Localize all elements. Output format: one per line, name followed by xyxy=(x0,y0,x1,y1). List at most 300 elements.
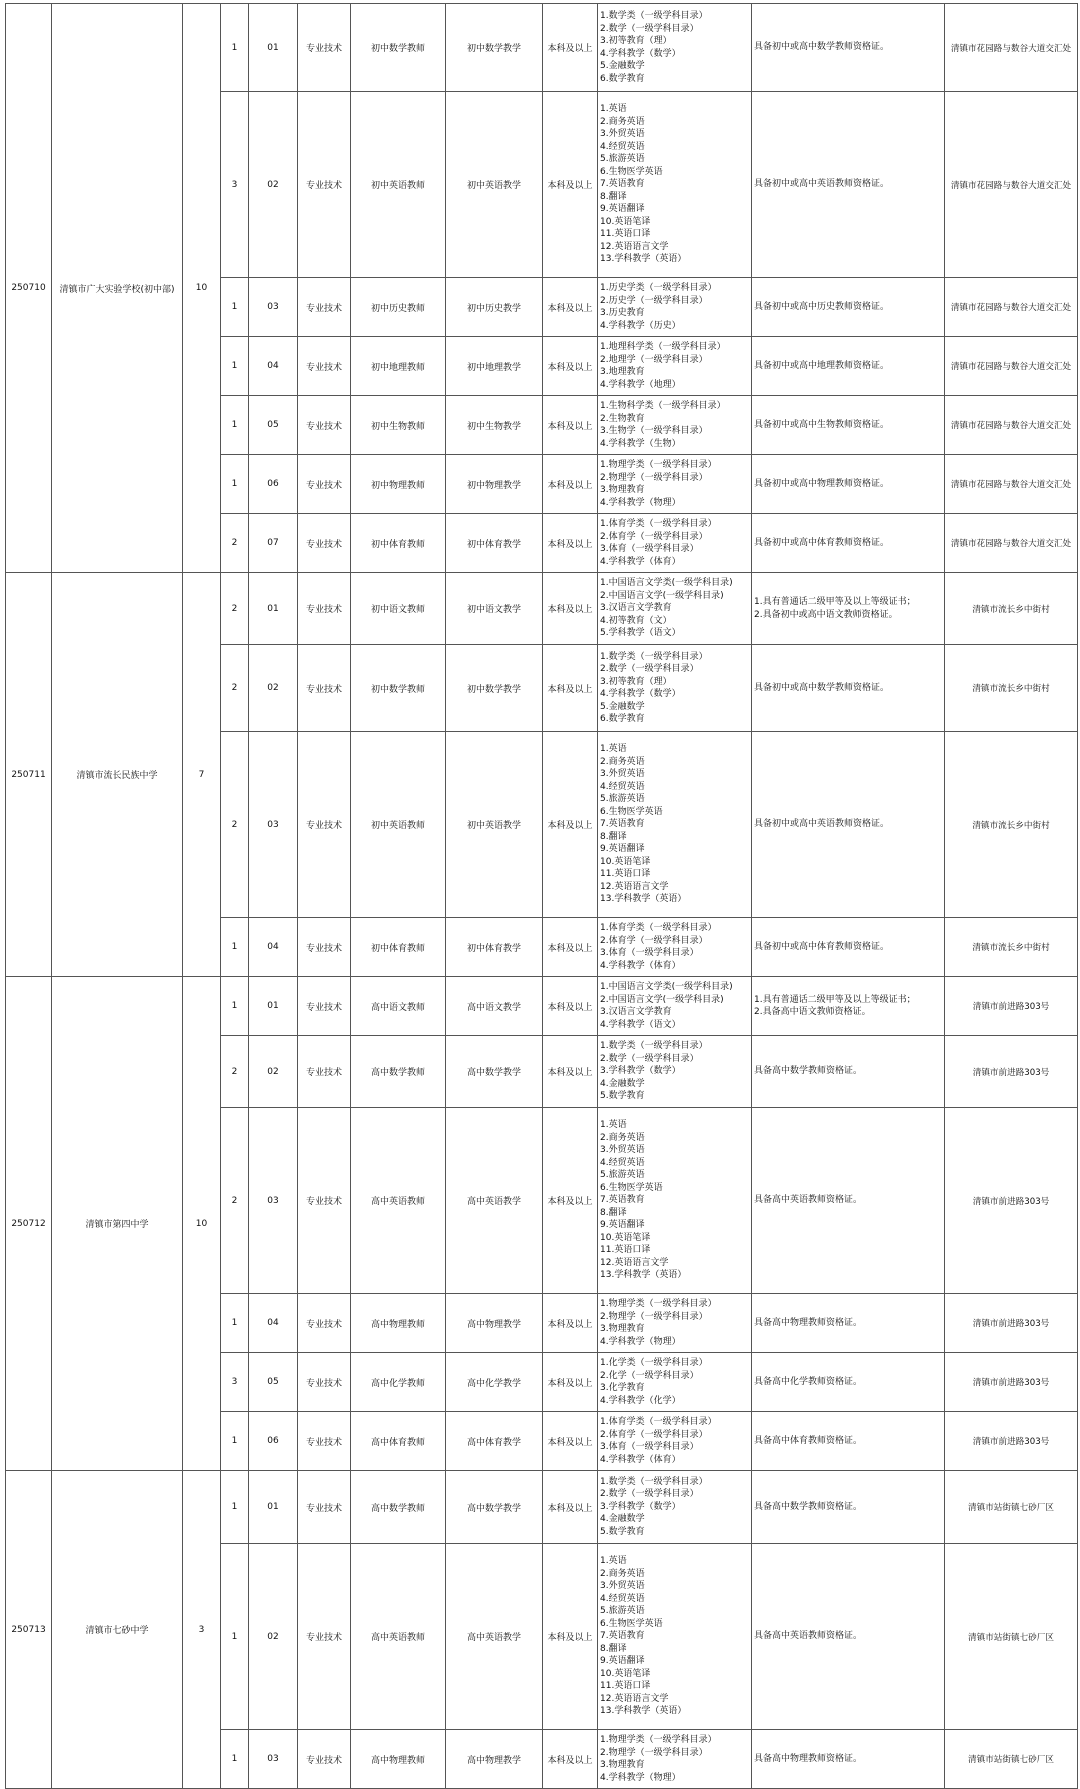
work-location: 清镇市流长乡中街村 xyxy=(945,918,1078,977)
recruit-count: 1 xyxy=(221,1471,249,1544)
recruit-count: 1 xyxy=(221,918,249,977)
work-location: 清镇市前进路303号 xyxy=(945,1108,1078,1294)
requirements xyxy=(752,977,945,1036)
post-code: 03 xyxy=(249,1108,298,1294)
majors-line: 3.汉语言文学教育 xyxy=(600,603,672,614)
unit-total: 10 xyxy=(183,4,221,573)
work-location: 清镇市流长乡中街村 xyxy=(945,732,1078,918)
majors-line: 4.学科教学（数学） xyxy=(600,689,681,699)
duty: 初中数学教学 xyxy=(446,645,543,732)
work-location: 清镇市前进路303号 xyxy=(945,977,1078,1036)
requirements xyxy=(752,918,945,977)
education: 本科及以上 xyxy=(543,645,598,732)
post-code: 02 xyxy=(249,1544,298,1730)
majors-line: 1.体育学类（一级学科目录） xyxy=(600,519,717,529)
majors-line: 5.数学教育 xyxy=(600,1091,645,1102)
recruit-count: 1 xyxy=(221,396,249,455)
requirements xyxy=(752,92,945,278)
requirements-line: 2.具备高中语文教师资格证。 xyxy=(754,1007,871,1017)
position-name: 高中英语教师 xyxy=(351,1108,446,1294)
post-category: 专业技术 xyxy=(298,278,351,337)
majors-line: 2.体育学（一级学科目录） xyxy=(600,1429,708,1440)
majors-line: 11.英语口译 xyxy=(600,229,651,240)
majors-line: 1.数学类（一级学科目录） xyxy=(600,11,708,21)
majors-line: 4.学科教学（物理） xyxy=(600,1336,681,1347)
requirements xyxy=(752,645,945,732)
majors-line: 6.生物医学英语 xyxy=(600,1618,663,1629)
work-location: 清镇市站街镇七砂厂区 xyxy=(945,1544,1078,1730)
duty: 初中体育教学 xyxy=(446,918,543,977)
majors-line: 4.初等教育（文） xyxy=(600,615,672,626)
table-row xyxy=(6,1471,1078,1544)
requirements-line: 具备初中或高中体育教师资格证。 xyxy=(754,537,890,548)
majors-line: 5.旅游英语 xyxy=(600,1606,645,1617)
post-category: 专业技术 xyxy=(298,573,351,645)
majors-line: 2.商务英语 xyxy=(600,1568,645,1579)
requirements xyxy=(752,1036,945,1108)
majors-line: 1.体育学类（一级学科目录） xyxy=(600,1417,717,1427)
position-name: 高中物理教师 xyxy=(351,1730,446,1789)
requirements-line: 具备高中物理教师资格证。 xyxy=(754,1317,863,1328)
post-code: 04 xyxy=(249,1294,298,1353)
requirements-line: 1.具有普通话二级甲等及以上等级证书； xyxy=(754,994,916,1005)
recruitment-table xyxy=(5,3,1078,1789)
post-code: 05 xyxy=(249,1353,298,1412)
duty: 初中生物教学 xyxy=(446,396,543,455)
majors-line: 5.旅游英语 xyxy=(600,154,645,165)
recruit-count: 1 xyxy=(221,278,249,337)
requirements-line: 具备高中英语教师资格证。 xyxy=(754,1195,863,1206)
majors-line: 4.学科教学（体育） xyxy=(600,556,681,567)
majors-line: 10.英语笔译 xyxy=(600,1668,651,1679)
majors xyxy=(598,92,752,278)
majors-line: 2.化学（一级学科目录） xyxy=(600,1370,699,1381)
post-code: 07 xyxy=(249,514,298,573)
education: 本科及以上 xyxy=(543,1412,598,1471)
majors-line: 3.学科教学（数学） xyxy=(600,1066,681,1077)
post-code: 02 xyxy=(249,645,298,732)
majors-line: 2.数学（一级学科目录） xyxy=(600,23,699,34)
unit-total: 10 xyxy=(183,977,221,1471)
post-category: 专业技术 xyxy=(298,1108,351,1294)
majors-line: 7.英语教育 xyxy=(600,819,645,830)
majors-line: 3.体育（一级学科目录） xyxy=(600,544,699,554)
recruit-count: 1 xyxy=(221,1730,249,1789)
majors-line: 2.中国语言文学(一级学科目录) xyxy=(600,994,724,1005)
majors-line: 7.英语教育 xyxy=(600,1195,645,1206)
majors-line: 1.物理学类（一级学科目录） xyxy=(600,1299,717,1309)
post-category: 专业技术 xyxy=(298,337,351,396)
duty: 初中英语教学 xyxy=(446,732,543,918)
education: 本科及以上 xyxy=(543,396,598,455)
unit-total: 7 xyxy=(183,573,221,977)
education: 本科及以上 xyxy=(543,918,598,977)
requirements-line: 具备初中或高中地理教师资格证。 xyxy=(754,360,890,371)
majors-line: 3.外贸英语 xyxy=(600,129,645,140)
requirements-line: 具备初中或高中英语教师资格证。 xyxy=(754,819,890,830)
post-category: 专业技术 xyxy=(298,1412,351,1471)
work-location: 清镇市花园路与数谷大道交汇处 xyxy=(945,278,1078,337)
duty: 初中数学教学 xyxy=(446,4,543,92)
requirements xyxy=(752,396,945,455)
work-location: 清镇市流长乡中街村 xyxy=(945,645,1078,732)
majors-line: 6.生物医学英语 xyxy=(600,806,663,817)
work-location: 清镇市前进路303号 xyxy=(945,1294,1078,1353)
majors-line: 10.英语笔译 xyxy=(600,1232,651,1243)
requirements-line: 具备高中数学教师资格证。 xyxy=(754,1066,863,1077)
majors-line: 1.物理学类（一级学科目录） xyxy=(600,460,717,470)
majors-line: 5.学科教学（语文） xyxy=(600,628,681,639)
work-location: 清镇市前进路303号 xyxy=(945,1412,1078,1471)
majors-line: 3.物理教育 xyxy=(600,1324,645,1334)
majors-line: 3.化学教育 xyxy=(600,1383,645,1393)
post-category: 专业技术 xyxy=(298,396,351,455)
table-row xyxy=(6,573,1078,645)
post-code: 01 xyxy=(249,573,298,645)
requirements-line: 2.具备初中或高中语文教师资格证。 xyxy=(754,609,898,620)
majors-line: 9.英语翻译 xyxy=(600,204,645,215)
work-location: 清镇市前进路303号 xyxy=(945,1353,1078,1412)
table-row xyxy=(6,4,1078,92)
position-name: 初中语文教师 xyxy=(351,573,446,645)
position-name: 初中生物教师 xyxy=(351,396,446,455)
majors-line: 3.体育（一级学科目录） xyxy=(600,948,699,958)
recruit-count: 1 xyxy=(221,1412,249,1471)
unit-code: 250711 xyxy=(6,573,52,977)
work-location: 清镇市花园路与数谷大道交汇处 xyxy=(945,396,1078,455)
majors-line: 3.初等教育（理） xyxy=(600,676,672,687)
recruit-count: 1 xyxy=(221,455,249,514)
majors-line: 1.数学类（一级学科目录） xyxy=(600,651,708,662)
requirements-line: 具备高中化学教师资格证。 xyxy=(754,1376,863,1387)
requirements xyxy=(752,455,945,514)
position-name: 初中物理教师 xyxy=(351,455,446,514)
majors-line: 2.商务英语 xyxy=(600,756,645,767)
position-name: 初中体育教师 xyxy=(351,514,446,573)
post-code: 04 xyxy=(249,918,298,977)
recruit-count: 1 xyxy=(221,1294,249,1353)
education: 本科及以上 xyxy=(543,1353,598,1412)
post-code: 03 xyxy=(249,1730,298,1789)
post-category: 专业技术 xyxy=(298,1544,351,1730)
majors-line: 11.英语口译 xyxy=(600,869,651,880)
majors xyxy=(598,1471,752,1544)
majors-line: 1.中国语言文学类(一级学科目录) xyxy=(600,578,733,589)
majors-line: 3.外贸英语 xyxy=(600,1145,645,1156)
requirements-line: 具备初中或高中物理教师资格证。 xyxy=(754,478,890,489)
recruit-count: 1 xyxy=(221,337,249,396)
majors xyxy=(598,732,752,918)
requirements xyxy=(752,1730,945,1789)
requirements-line: 具备高中数学教师资格证。 xyxy=(754,1501,863,1512)
education: 本科及以上 xyxy=(543,1471,598,1544)
duty: 初中体育教学 xyxy=(446,514,543,573)
majors-line: 4.学科教学（体育） xyxy=(600,1454,681,1465)
majors-line: 1.中国语言文学类(一级学科目录) xyxy=(600,982,733,992)
majors-line: 1.数学类（一级学科目录） xyxy=(600,1476,708,1487)
work-location: 清镇市站街镇七砂厂区 xyxy=(945,1471,1078,1544)
requirements xyxy=(752,1353,945,1412)
majors-line: 4.学科教学（语文） xyxy=(600,1019,681,1030)
majors-line: 11.英语口译 xyxy=(600,1681,651,1692)
majors-line: 2.中国语言文学(一级学科目录) xyxy=(600,590,724,601)
majors-line: 3.生物学（一级学科目录） xyxy=(600,426,708,436)
majors xyxy=(598,278,752,337)
post-code: 01 xyxy=(249,1471,298,1544)
education: 本科及以上 xyxy=(543,4,598,92)
duty: 高中英语教学 xyxy=(446,1108,543,1294)
majors xyxy=(598,1353,752,1412)
majors-line: 7.英语教育 xyxy=(600,1631,645,1642)
majors-line: 8.翻译 xyxy=(600,1207,627,1218)
majors-line: 12.英语语言文学 xyxy=(600,1693,669,1704)
post-category: 专业技术 xyxy=(298,977,351,1036)
post-code: 01 xyxy=(249,977,298,1036)
unit-total: 3 xyxy=(183,1471,221,1789)
duty: 初中英语教学 xyxy=(446,92,543,278)
duty: 高中体育教学 xyxy=(446,1412,543,1471)
majors-line: 2.数学（一级学科目录） xyxy=(600,1489,699,1500)
recruit-count: 2 xyxy=(221,645,249,732)
duty: 高中数学教学 xyxy=(446,1471,543,1544)
majors-line: 4.学科教学（地理） xyxy=(600,379,681,390)
majors-line: 3.初等教育（理） xyxy=(600,36,672,46)
majors xyxy=(598,396,752,455)
requirements-line: 具备高中英语教师资格证。 xyxy=(754,1631,863,1642)
majors-line: 2.商务英语 xyxy=(600,1132,645,1143)
majors-line: 2.商务英语 xyxy=(600,116,645,127)
post-category: 专业技术 xyxy=(298,1353,351,1412)
majors-line: 2.生物教育 xyxy=(600,413,645,424)
duty: 高中物理教学 xyxy=(446,1730,543,1789)
education: 本科及以上 xyxy=(543,1544,598,1730)
position-name: 初中数学教师 xyxy=(351,4,446,92)
majors xyxy=(598,337,752,396)
unit-name: 清镇市流长民族中学 xyxy=(52,573,183,977)
post-category: 专业技术 xyxy=(298,1036,351,1108)
duty: 高中语文教学 xyxy=(446,977,543,1036)
duty: 初中地理教学 xyxy=(446,337,543,396)
post-category: 专业技术 xyxy=(298,514,351,573)
requirements-line: 具备初中或高中数学教师资格证。 xyxy=(754,682,890,693)
table-row xyxy=(6,977,1078,1036)
requirements xyxy=(752,1471,945,1544)
position-name: 高中化学教师 xyxy=(351,1353,446,1412)
majors-line: 13.学科教学（英语） xyxy=(600,254,687,265)
recruit-count: 1 xyxy=(221,977,249,1036)
majors-line: 4.经贸英语 xyxy=(600,1593,645,1604)
education: 本科及以上 xyxy=(543,732,598,918)
recruit-count: 1 xyxy=(221,4,249,92)
majors-line: 2.物理学（一级学科目录） xyxy=(600,472,708,483)
majors-line: 12.英语语言文学 xyxy=(600,241,669,252)
majors-line: 3.历史教育 xyxy=(600,308,645,318)
post-category: 专业技术 xyxy=(298,645,351,732)
education: 本科及以上 xyxy=(543,514,598,573)
majors-line: 2.物理学（一级学科目录） xyxy=(600,1747,708,1758)
education: 本科及以上 xyxy=(543,1108,598,1294)
work-location: 清镇市流长乡中街村 xyxy=(945,573,1078,645)
majors-line: 2.体育学（一级学科目录） xyxy=(600,935,708,946)
majors-line: 11.英语口译 xyxy=(600,1245,651,1256)
requirements-line: 具备初中或高中生物教师资格证。 xyxy=(754,419,890,430)
majors-line: 12.英语语言文学 xyxy=(600,881,669,892)
post-code: 03 xyxy=(249,278,298,337)
majors-line: 3.地理教育 xyxy=(600,367,645,377)
duty: 初中语文教学 xyxy=(446,573,543,645)
education: 本科及以上 xyxy=(543,278,598,337)
requirements-line: 具备高中体育教师资格证。 xyxy=(754,1435,863,1446)
duty: 高中化学教学 xyxy=(446,1353,543,1412)
majors xyxy=(598,1544,752,1730)
education: 本科及以上 xyxy=(543,1730,598,1789)
majors-line: 3.学科教学（数学） xyxy=(600,1501,681,1512)
majors-line: 3.体育（一级学科目录） xyxy=(600,1442,699,1452)
duty: 高中数学教学 xyxy=(446,1036,543,1108)
requirements xyxy=(752,1294,945,1353)
unit-name: 清镇市第四中学 xyxy=(52,977,183,1471)
education: 本科及以上 xyxy=(543,1294,598,1353)
post-code: 05 xyxy=(249,396,298,455)
majors-line: 1.地理科学类（一级学科目录） xyxy=(600,342,726,352)
education: 本科及以上 xyxy=(543,92,598,278)
majors-line: 4.学科教学（物理） xyxy=(600,1772,681,1783)
post-code: 01 xyxy=(249,4,298,92)
position-name: 高中英语教师 xyxy=(351,1544,446,1730)
unit-code: 250713 xyxy=(6,1471,52,1789)
post-category: 专业技术 xyxy=(298,455,351,514)
work-location: 清镇市花园路与数谷大道交汇处 xyxy=(945,92,1078,278)
majors-line: 4.学科教学（体育） xyxy=(600,960,681,971)
majors-line: 8.翻译 xyxy=(600,831,627,842)
majors-line: 2.历史学（一级学科目录） xyxy=(600,295,708,306)
majors-line: 5.旅游英语 xyxy=(600,794,645,805)
majors-line: 2.地理学（一级学科目录） xyxy=(600,354,708,365)
requirements xyxy=(752,278,945,337)
post-category: 专业技术 xyxy=(298,918,351,977)
majors-line: 4.经贸英语 xyxy=(600,141,645,152)
majors xyxy=(598,514,752,573)
position-name: 初中历史教师 xyxy=(351,278,446,337)
work-location: 清镇市前进路303号 xyxy=(945,1036,1078,1108)
duty: 高中英语教学 xyxy=(446,1544,543,1730)
recruit-count: 2 xyxy=(221,1036,249,1108)
requirements xyxy=(752,514,945,573)
majors-line: 4.金融数学 xyxy=(600,1514,645,1525)
majors xyxy=(598,918,752,977)
recruit-count: 3 xyxy=(221,1353,249,1412)
work-location: 清镇市花园路与数谷大道交汇处 xyxy=(945,4,1078,92)
majors-line: 1.英语 xyxy=(600,104,627,115)
majors-line: 1.历史学类（一级学科目录） xyxy=(600,283,717,293)
majors-line: 4.学科教学（历史） xyxy=(600,320,681,331)
duty: 高中物理教学 xyxy=(446,1294,543,1353)
recruit-count: 2 xyxy=(221,573,249,645)
requirements xyxy=(752,732,945,918)
education: 本科及以上 xyxy=(543,337,598,396)
majors-line: 9.英语翻译 xyxy=(600,1220,645,1231)
post-code: 03 xyxy=(249,732,298,918)
post-category: 专业技术 xyxy=(298,1730,351,1789)
requirements-line: 1.具有普通话二级甲等及以上等级证书； xyxy=(754,597,916,607)
majors-line: 4.学科教学（化学） xyxy=(600,1395,681,1406)
post-code: 06 xyxy=(249,1412,298,1471)
position-name: 初中体育教师 xyxy=(351,918,446,977)
requirements-line: 具备初中或高中英语教师资格证。 xyxy=(754,179,890,190)
post-code: 04 xyxy=(249,337,298,396)
post-category: 专业技术 xyxy=(298,4,351,92)
majors xyxy=(598,977,752,1036)
requirements xyxy=(752,1412,945,1471)
position-name: 高中语文教师 xyxy=(351,977,446,1036)
position-name: 高中数学教师 xyxy=(351,1471,446,1544)
majors-line: 1.体育学类（一级学科目录） xyxy=(600,923,717,933)
recruit-count: 2 xyxy=(221,732,249,918)
education: 本科及以上 xyxy=(543,573,598,645)
education: 本科及以上 xyxy=(543,977,598,1036)
majors xyxy=(598,455,752,514)
requirements-line: 具备初中或高中数学教师资格证。 xyxy=(754,42,890,53)
majors-line: 7.英语教育 xyxy=(600,179,645,190)
post-category: 专业技术 xyxy=(298,1471,351,1544)
majors-line: 1.英语 xyxy=(600,744,627,755)
work-location: 清镇市花园路与数谷大道交汇处 xyxy=(945,455,1078,514)
post-code: 02 xyxy=(249,92,298,278)
majors xyxy=(598,645,752,732)
majors-line: 4.经贸英语 xyxy=(600,781,645,792)
unit-name: 清镇市广大实验学校(初中部) xyxy=(52,4,183,573)
majors-line: 6.数学教育 xyxy=(600,73,645,84)
unit-code: 250710 xyxy=(6,4,52,573)
position-name: 初中英语教师 xyxy=(351,732,446,918)
majors-line: 6.数学教育 xyxy=(600,714,645,724)
majors-line: 9.英语翻译 xyxy=(600,1656,645,1667)
work-location: 清镇市花园路与数谷大道交汇处 xyxy=(945,514,1078,573)
position-name: 高中体育教师 xyxy=(351,1412,446,1471)
education: 本科及以上 xyxy=(543,455,598,514)
majors xyxy=(598,1036,752,1108)
recruit-count: 1 xyxy=(221,1544,249,1730)
post-category: 专业技术 xyxy=(298,732,351,918)
majors xyxy=(598,4,752,92)
majors-line: 3.物理教育 xyxy=(600,1760,645,1770)
majors-line: 3.物理教育 xyxy=(600,485,645,495)
majors-line: 5.旅游英语 xyxy=(600,1170,645,1181)
duty: 初中物理教学 xyxy=(446,455,543,514)
majors-line: 8.翻译 xyxy=(600,1643,627,1654)
majors-line: 1.数学类（一级学科目录） xyxy=(600,1041,708,1052)
requirements xyxy=(752,1108,945,1294)
majors-line: 5.金融数学 xyxy=(600,701,645,712)
majors-line: 4.学科教学（生物） xyxy=(600,438,681,449)
work-location: 清镇市站街镇七砂厂区 xyxy=(945,1730,1078,1789)
education: 本科及以上 xyxy=(543,1036,598,1108)
position-name: 高中数学教师 xyxy=(351,1036,446,1108)
position-name: 初中数学教师 xyxy=(351,645,446,732)
majors-line: 2.物理学（一级学科目录） xyxy=(600,1311,708,1322)
majors-line: 12.英语语言文学 xyxy=(600,1257,669,1268)
majors-line: 8.翻译 xyxy=(600,191,627,202)
majors-line: 4.金融数学 xyxy=(600,1078,645,1089)
requirements xyxy=(752,337,945,396)
majors-line: 4.学科教学（物理） xyxy=(600,497,681,508)
duty: 初中历史教学 xyxy=(446,278,543,337)
majors-line: 5.金融数学 xyxy=(600,61,645,71)
majors-line: 13.学科教学（英语） xyxy=(600,1270,687,1281)
requirements-line: 具备初中或高中体育教师资格证。 xyxy=(754,941,890,952)
majors-line: 10.英语笔译 xyxy=(600,856,651,867)
recruit-count: 3 xyxy=(221,92,249,278)
